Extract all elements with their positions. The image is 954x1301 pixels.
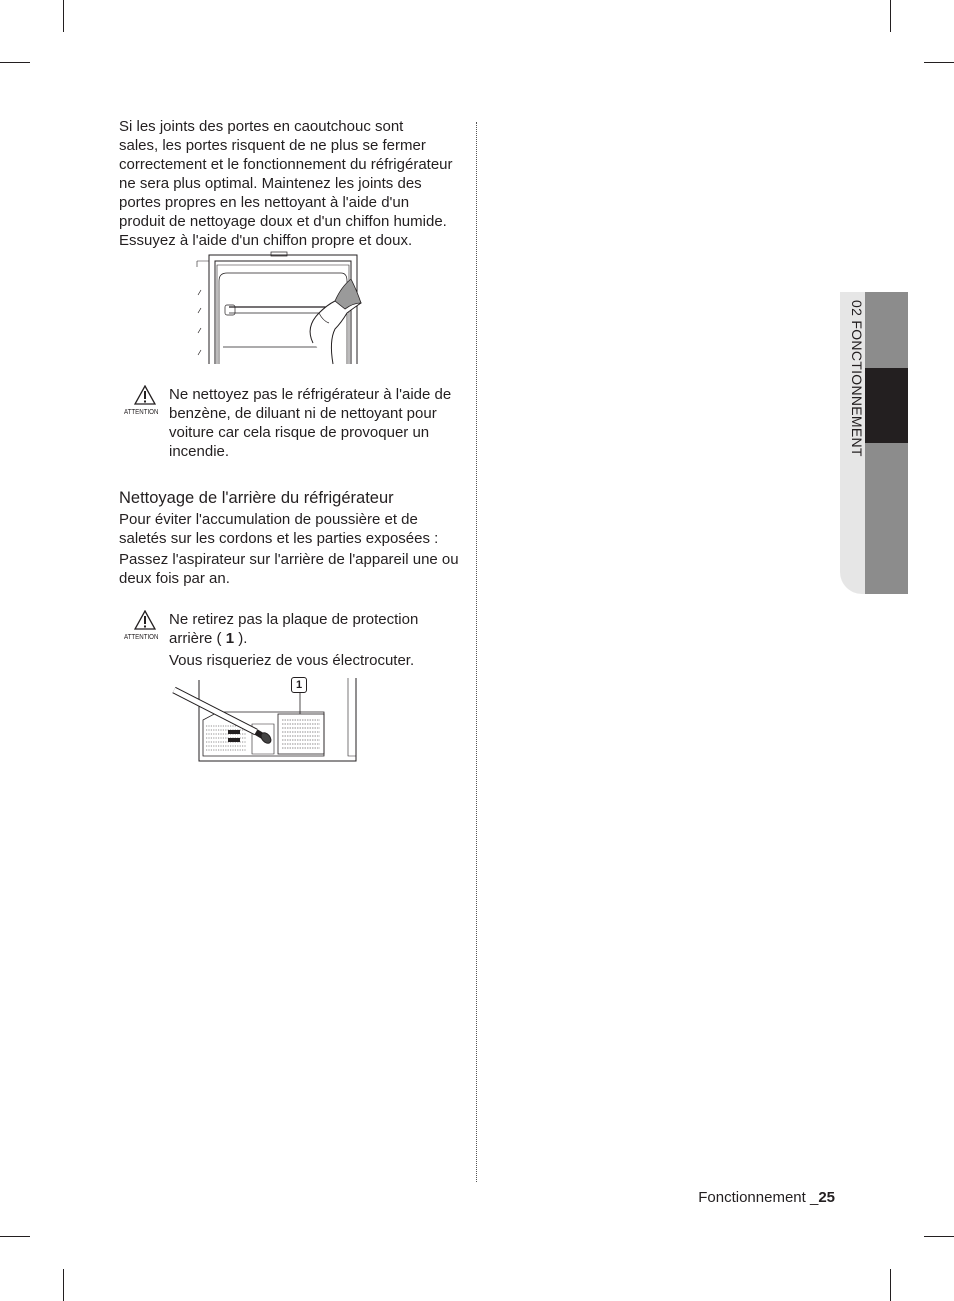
text-line: Essuyez à l'aide d'un chiffon propre et doux. xyxy=(119,232,413,249)
caution-notice-back-plate xyxy=(124,610,469,670)
attention-label: ATTENTION xyxy=(124,632,159,641)
text-line: ). xyxy=(234,630,248,647)
warning-triangle-icon xyxy=(134,610,156,630)
text-line: deux fois par an. xyxy=(119,570,230,587)
chapter-side-tab xyxy=(840,292,908,594)
text-line: arrière ( xyxy=(169,630,226,647)
section-paragraph-1 xyxy=(119,510,469,548)
text-line: incendie. xyxy=(169,443,230,460)
section-title: Nettoyage de l'arrière du réfrigérateur xyxy=(119,489,394,507)
text-line: voiture car cela risque de provoquer un xyxy=(169,424,430,441)
footer-label: Fonctionnement _ xyxy=(698,1189,819,1206)
crop-mark xyxy=(890,0,891,32)
crop-mark xyxy=(924,62,954,63)
vacuum-back-illustration xyxy=(170,674,360,771)
page-footer xyxy=(698,1189,835,1206)
crop-mark xyxy=(63,1269,64,1301)
text-line: portes propres en les nettoyant à l'aide d'un xyxy=(119,194,410,211)
callout-reference: 1 xyxy=(225,630,235,647)
text-line: Si les joints des portes en caoutchouc sont xyxy=(119,118,404,135)
gasket-cleaning-illustration xyxy=(195,251,365,370)
crop-mark xyxy=(0,1236,30,1237)
text-line: Vous risqueriez de vous électrocuter. xyxy=(169,652,415,669)
page-number: 25 xyxy=(818,1189,835,1206)
warning-triangle-icon xyxy=(134,385,156,405)
chapter-label: 02 FONCTIONNEMENT xyxy=(849,300,865,457)
attention-label: ATTENTION xyxy=(124,407,159,416)
intro-paragraph xyxy=(119,117,469,250)
callout-label: 1 xyxy=(291,677,307,693)
text-line: produit de nettoyage doux et d'un chiffon humide. xyxy=(119,213,447,230)
text-line: correctement et le fonctionnement du réfrigérateur xyxy=(119,156,453,173)
side-tab-band xyxy=(865,292,908,594)
text-line: Passez l'aspirateur sur l'arrière de l'appareil une ou xyxy=(119,551,459,568)
crop-mark xyxy=(924,1236,954,1237)
attention-badge xyxy=(124,385,168,421)
text-line: Ne retirez pas la plaque de protection xyxy=(169,611,419,628)
attention-badge xyxy=(124,610,168,646)
side-tab-marker xyxy=(865,368,908,443)
crop-mark xyxy=(890,1269,891,1301)
text-line: Ne nettoyez pas le réfrigérateur à l'aide de xyxy=(169,386,452,403)
column-divider xyxy=(476,122,477,1182)
text-line: benzène, de diluant ni de nettoyant pour xyxy=(169,405,437,422)
section-paragraph-2 xyxy=(119,550,469,588)
text-line: saletés sur les cordons et les parties exposées : xyxy=(119,530,439,547)
caution-notice-solvents xyxy=(124,385,469,461)
crop-mark xyxy=(0,62,30,63)
text-line: sales, les portes risquent de ne plus se fermer xyxy=(119,137,426,154)
text-line: ne sera plus optimal. Maintenez les joints des xyxy=(119,175,422,192)
text-line: Pour éviter l'accumulation de poussière et de xyxy=(119,511,418,528)
crop-mark xyxy=(63,0,64,32)
